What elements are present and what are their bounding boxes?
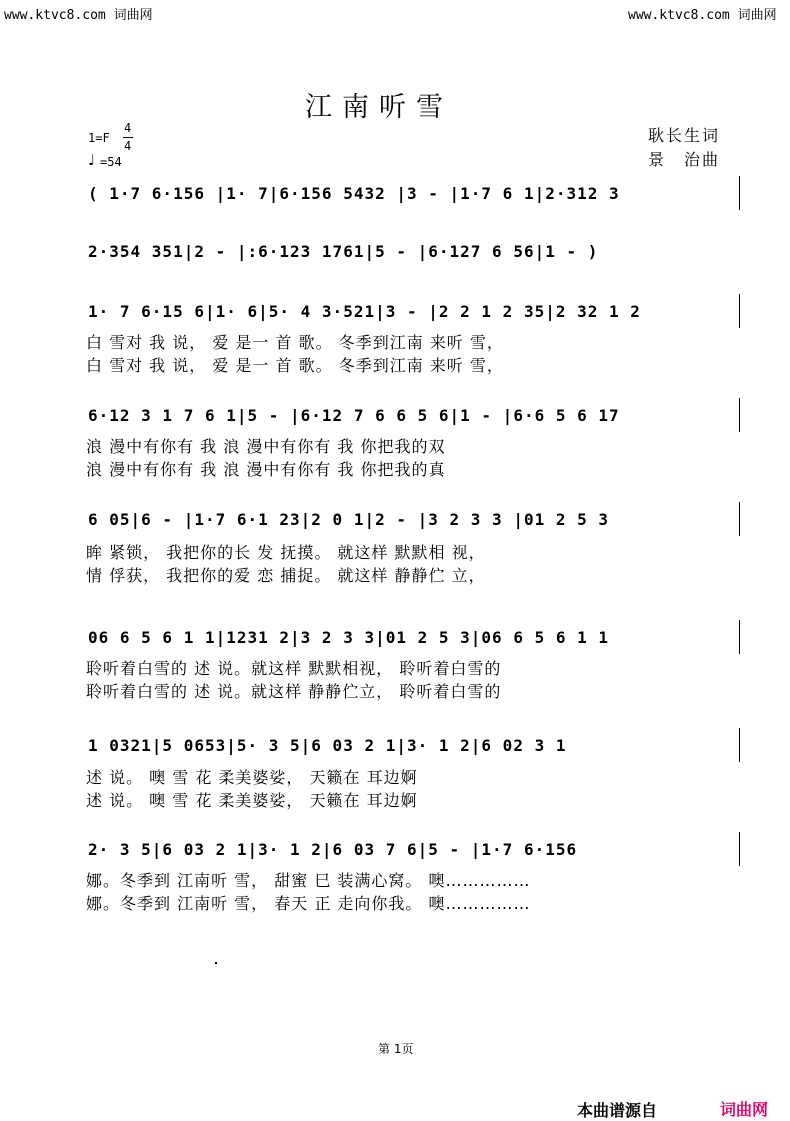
tempo-marking: =54 [100, 155, 122, 169]
barline [739, 728, 740, 762]
notation-row-2 [86, 234, 740, 268]
score-line: 2· 3 5|6 03 2 1|3· 1 2|6 03 7 6|5 - |1·7 6·156 [88, 840, 578, 859]
lyric-verse-1: 聆听着白雪的 述 说。就这样 默默相视， 聆听着白雪的 [86, 659, 502, 678]
lyric-verse-1: 白 雪对 我 说， 爱 是一 首 歌。 冬季到江南 来听 雪， [86, 333, 504, 352]
time-signature-bottom: 4 [124, 139, 132, 153]
lyric-verse-2: 聆听着白雪的 述 说。就这样 静静伫立， 聆听着白雪的 [86, 682, 502, 701]
barline [739, 620, 740, 654]
notation-row-7 [86, 728, 740, 762]
lyric-verse-2: 述 说。 噢 雪 花 柔美婆娑， 天籁在 耳边婀 [86, 791, 418, 810]
barline [739, 398, 740, 432]
score-line: 2·354 351|2 - |:6·123 1761|5 - |6·127 6 56|1 - ) [88, 242, 599, 261]
barline [739, 294, 740, 328]
notation-row-3 [86, 294, 740, 328]
lyric-verse-1: 述 说。 噢 雪 花 柔美婆娑， 天籁在 耳边婀 [86, 768, 418, 787]
lyricist-credit: 耿长生词 [648, 126, 721, 145]
lyric-verse-1: 浪 漫中有你有 我 浪 漫中有你有 我 你把我的双 [86, 437, 446, 456]
barline [739, 832, 740, 866]
barline [739, 502, 740, 536]
key-signature: 1=F [88, 131, 110, 145]
song-title: 江南听雪 [305, 92, 453, 123]
lyric-verse-2: 娜。冬季到 江南听 雪， 春天 正 走向你我。 噢…………… [86, 894, 531, 913]
page-number: 第 1页 [378, 1042, 414, 1056]
time-signature-top: 4 [124, 121, 132, 135]
site-logo: 词曲网 [720, 1100, 769, 1119]
lyric-verse-1: 娜。冬季到 江南听 雪， 甜蜜 巳 装满心窝。 噢…………… [86, 871, 531, 890]
source-label: 本曲谱源自 [577, 1101, 658, 1120]
barline [739, 176, 740, 210]
notation-row-8 [86, 832, 740, 866]
watermark-left: www.ktvc8.com 词曲网 [4, 8, 153, 23]
stray-dot [215, 962, 217, 964]
notation-row-5 [86, 502, 740, 536]
score-line: 6·12 3 1 7 6 1|5 - |6·12 7 6 6 5 6|1 - |6·6 5 6 17 [88, 406, 620, 425]
lyric-verse-2: 情 俘获， 我把你的爱 恋 捕捉。 就这样 静静伫 立， [86, 566, 486, 585]
score-line: 6 05|6 - |1·7 6·1 23|2 0 1|2 - |3 2 3 3 |01 2 5 3 [88, 510, 610, 529]
lyric-verse-1: 眸 紧锁， 我把你的长 发 抚摸。 就这样 默默相 视， [86, 543, 486, 562]
score-line: ( 1·7 6·156 |1· 7|6·156 5432 |3 - |1·7 6 1|2·312 3 [88, 184, 620, 203]
quarter-note-icon: ♩ [88, 151, 96, 169]
lyric-verse-2: 白 雪对 我 说， 爱 是一 首 歌。 冬季到江南 来听 雪， [86, 356, 504, 375]
notation-row-6 [86, 620, 740, 654]
notation-row-4 [86, 398, 740, 432]
score-line: 1· 7 6·15 6|1· 6|5· 4 3·521|3 - |2 2 1 2 35|2 32 1 2 [88, 302, 641, 321]
score-line: 1 0321|5 0653|5· 3 5|6 03 2 1|3· 1 2|6 02 3 1 [88, 736, 567, 755]
score-line: 06 6 5 6 1 1|1231 2|3 2 3 3|01 2 5 3|06 6 5 6 1 1 [88, 628, 610, 647]
notation-row-1 [86, 176, 740, 210]
lyric-verse-2: 浪 漫中有你有 我 浪 漫中有你有 我 你把我的真 [86, 460, 446, 479]
watermark-right: www.ktvc8.com 词曲网 [628, 8, 777, 23]
time-signature-line [123, 137, 133, 138]
composer-credit: 景 治曲 [648, 150, 721, 169]
